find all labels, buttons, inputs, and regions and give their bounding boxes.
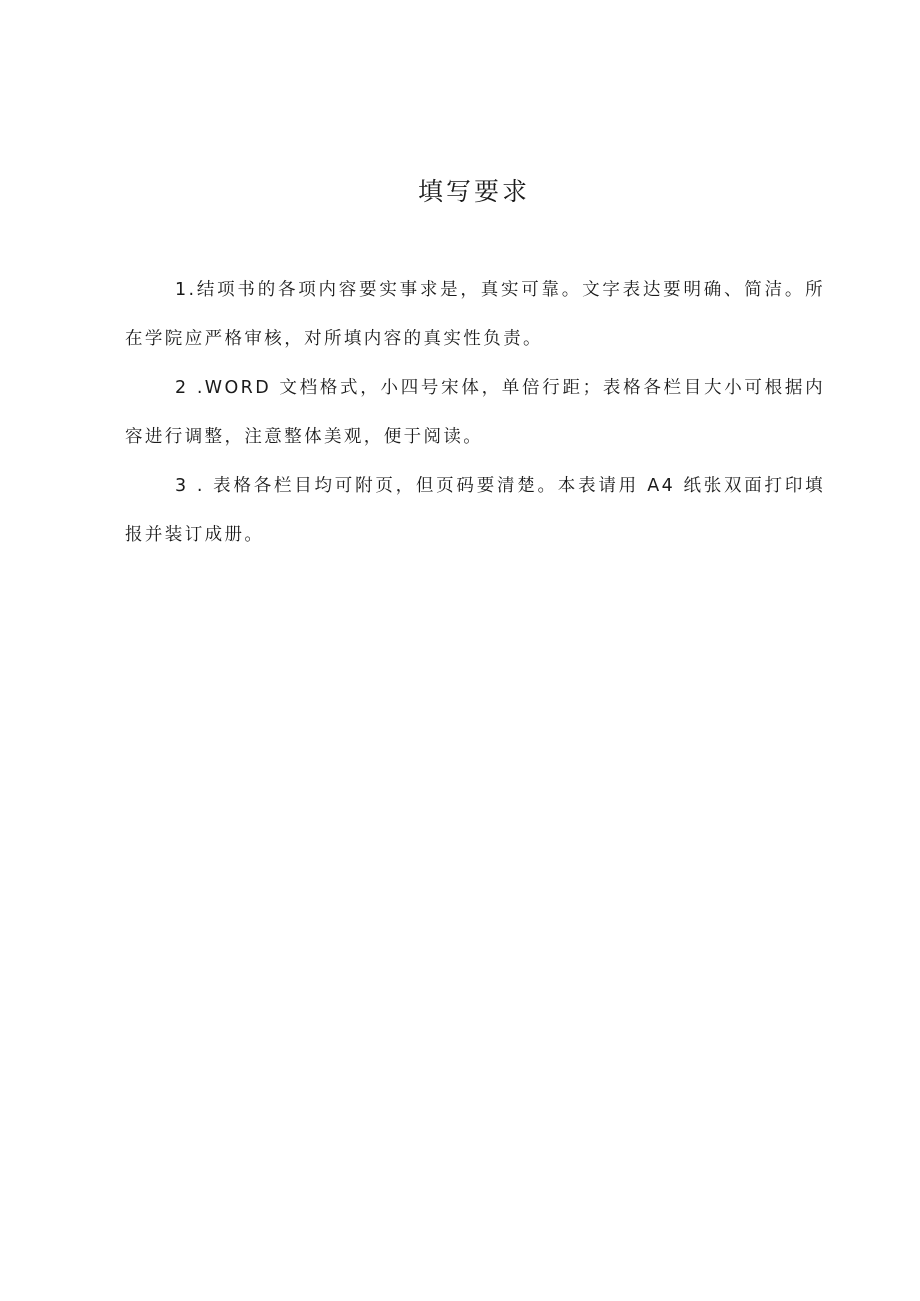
- requirement-item-2: 2 .WORD 文档格式，小四号宋体，单倍行距；表格各栏目大小可根据内容进行调整，注意整体美观，便于阅读。: [125, 378, 825, 447]
- requirement-item-3: 3 . 表格各栏目均可附页，但页码要清楚。本表请用 A4 纸张双面打印填报并装订成册。: [125, 476, 825, 545]
- requirements-body: [125, 266, 825, 560]
- page-title: 填写要求: [417, 177, 530, 206]
- requirement-item-1: 1.结项书的各项内容要实事求是，真实可靠。文字表达要明确、简洁。所在学院应严格审核，对所填内容的真实性负责。: [125, 280, 825, 349]
